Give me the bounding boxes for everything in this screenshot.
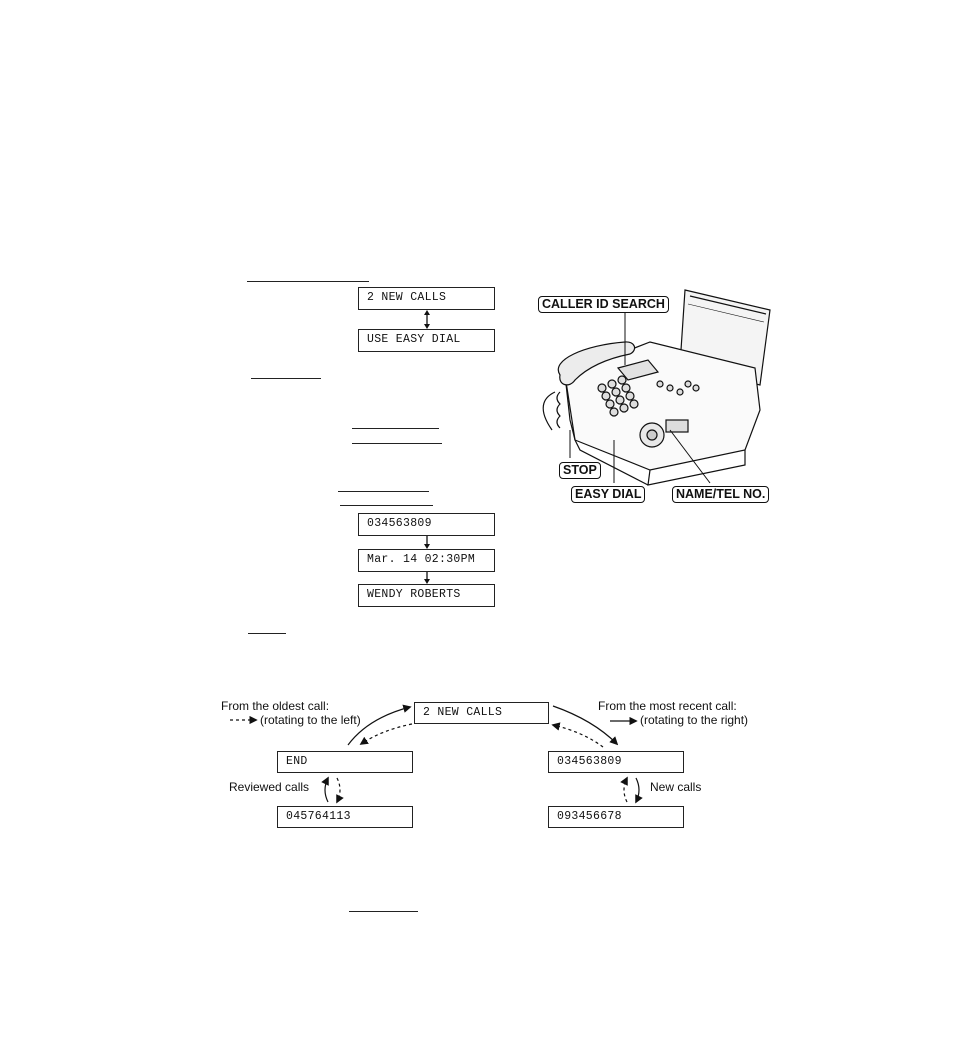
easy-dial-key-label: EASY DIAL [571,486,645,503]
oldest-call-heading: From the oldest call: [221,699,330,713]
lcd-screen-number: 034563809 [358,513,495,536]
lcd-screen-use-easy-dial: USE EASY DIAL [358,329,495,352]
recent-call-heading: From the most recent call: [598,699,737,713]
recent-call-hint: (rotating to the right) [640,713,749,727]
oldest-call-hint: (rotating to the left) [260,713,361,727]
new-calls-label: New calls [650,780,702,794]
lcd-left-end: END [277,751,413,773]
reviewed-calls-label: Reviewed calls [229,780,310,794]
lcd-screen-caller-name: WENDY ROBERTS [358,584,495,607]
caller-id-search-key-label: CALLER ID SEARCH [538,296,669,313]
lcd-screen-new-calls: 2 NEW CALLS [358,287,495,310]
name-tel-no-key-label: NAME/TEL NO. [672,486,769,503]
lcd-right-recent-number: 034563809 [548,751,684,773]
lcd-top-new-calls: 2 NEW CALLS [414,702,549,724]
lcd-left-reviewed-number: 045764113 [277,806,413,828]
lcd-screen-date-time: Mar. 14 02:30PM [358,549,495,572]
lcd-right-new-number: 093456678 [548,806,684,828]
stop-key-label: STOP [559,462,601,479]
